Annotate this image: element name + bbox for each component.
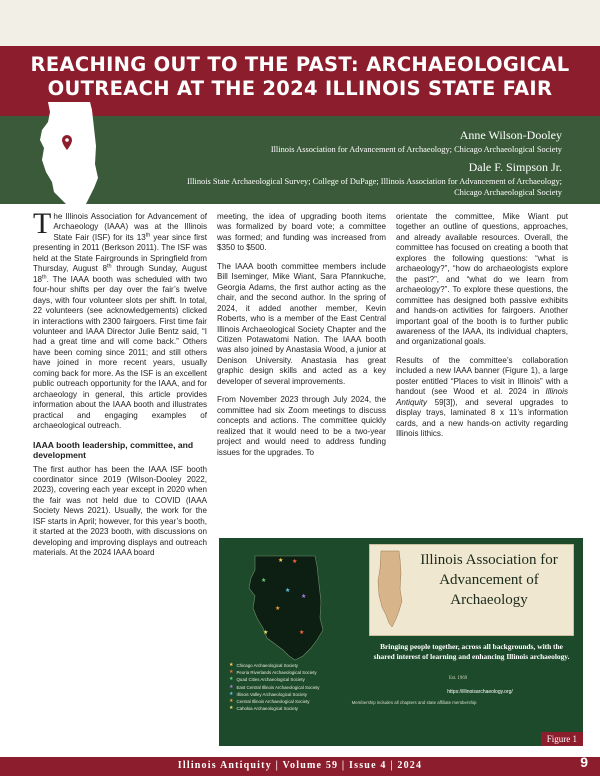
paragraph: From November 2023 through July 2024, the committee had six Zoom meetings to discuss concepts and actions. The committee quickly realized that it would need to be a two-year project and would need to address funding issues for the upgrades. To xyxy=(217,395,386,457)
column-1 xyxy=(33,207,208,567)
paragraph: orientate the committee, Mike Wiant put together an outline of questions, approaches, and already available resources. Overall, the committee has focused on creating a booth that explores the following questions: “what is archaeology?”, “how do archaeologists explore the past?”, and “what do we learn from archaeology?”. To explore these questions, the committee has designed both passive exhibits and hands-on activities for fairgoers. Another important goal of the booth is to further public awareness of the IAAA, its individual chapters, and organizational goals. xyxy=(396,212,568,347)
chapter-star-icon: ★ xyxy=(278,558,284,564)
paragraph: The first author has been the IAAA ISF booth coordinator since 2019 (Wilson-Dooley 2022, 2023), covering each year except in 2020 when the fair was not held due to COVID (IAAA Society News 2021). Usually, the work for the ISF starts in April; however, for this year’s booth, it started at the 2023 booth, with discussions on developing and improving displays and outreach materials. At the 2024 IAAA board xyxy=(33,464,207,558)
banner-tagline: Bringing people together, across all backgrounds, with the shared interest of learning and enhancing Illinois archaeology. xyxy=(373,642,570,661)
chapter-star-icon: ★ xyxy=(292,559,298,565)
author-affiliation: Illinois Association for Advancement of Archaeology; Chicago Archaeological Society xyxy=(270,145,562,154)
star-icon: ★ xyxy=(229,676,234,683)
paragraph: meeting, the idea of upgrading booth items was formalized by board vote; a committee was formed; and funding was increased from $350 to $500. xyxy=(217,212,386,253)
chapter-star-icon: ★ xyxy=(301,594,307,600)
author-name: Dale F. Simpson Jr. xyxy=(468,160,562,174)
figure-label: Figure 1 xyxy=(541,732,583,746)
footer-publication-info: Illinois Antiquity | Volume 59 | Issue 4 | 2024 xyxy=(177,760,423,771)
article-title: REACHING OUT TO THE PAST: ARCHAEOLOGICAL OUTREACH AT THE 2024 ILLINOIS STATE FAIR xyxy=(30,53,570,100)
column-2 xyxy=(217,212,386,466)
paragraph: The IAAA booth committee members include Bill Iseminger, Mike Wiant, Sara Pfannkuche, Georgia Adams, the first author acting as the chair, and the second author. In the spring of 2024, it added another member, Kevin Roberts, who is a member of the East Central Illinois Archaeological Society Chapter and the Citizen Potawatomi Nation. The IAAA booth was also joined by Anastasia Wood, a junior at Denison University. Anastasia has great graphic design skills and acted as a key developer of several improvements. xyxy=(217,261,386,386)
banner-title: Illinois Association for Advancement of Archaeology xyxy=(420,552,558,608)
legend-item: ★ Central Illinois Archaeological Society xyxy=(229,698,310,705)
star-icon: ★ xyxy=(229,690,234,697)
banner-title-panel xyxy=(369,544,574,636)
column-3 xyxy=(396,212,568,448)
chapter-star-icon: ★ xyxy=(263,630,269,636)
illinois-outline-icon xyxy=(376,549,404,631)
chapter-star-icon: ★ xyxy=(261,578,267,584)
author-block-2 xyxy=(162,160,562,198)
star-icon: ★ xyxy=(229,669,234,676)
author-name: Anne Wilson-Dooley xyxy=(459,128,562,142)
banner-footnote: Membership includes all chapters and state affiliate membership xyxy=(351,700,477,705)
journal-title: Illinois Antiquity xyxy=(396,387,568,407)
legend-item: ★ East Central Illinois Archaeological Society xyxy=(229,683,320,690)
figure-1 xyxy=(216,535,586,749)
intro-paragraph: The Illinois Association for Advancement of Archaeology (IAAA) was at the Illinois State Fair (ISF) for its 13th year since first presenting in 2011 (Berkson 2011). The ISF was held at the State Fairgrounds in Springfield from Thursday, August 8th through Sunday, August 18th. The IAAA booth was scheduled with two four-hour shifts per day over the fair’s twelve days, with four volunteer slots per shift. In total, 22 volunteers (see acknowledgements) clicked in interactions with 2300 fairgoers. First time fair volunteer and IAAA Director Julie Bentz said, “I had a great time and will come back.” Others have been coming since 2011; and still others have joined in more recent years, usually coming back for more. As the ISF is an excellent public outreach opportunity for the IAAA, and for archaeology in general, this article provides information about the IAAA booth and illustrates practical and engaging examples of archaeological outreach. xyxy=(33,207,208,431)
legend-item: ★ Illinois Valley Archaeological Society xyxy=(229,690,307,697)
chapter-star-icon: ★ xyxy=(285,588,291,594)
iaaa-banner-image xyxy=(219,538,583,746)
banner-url: https://illinoisarchaeology.org/ xyxy=(447,689,513,695)
top-band xyxy=(0,0,600,46)
star-icon: ★ xyxy=(229,683,234,690)
star-icon: ★ xyxy=(229,662,234,669)
established-year: Est. 1969 xyxy=(449,676,468,681)
chapter-map-icon xyxy=(237,552,333,662)
page-number: 9 xyxy=(580,754,588,770)
legend-item: ★ Cahokia Archaeological Society xyxy=(229,705,298,712)
chapter-star-icon: ★ xyxy=(299,630,305,636)
drop-cap: T xyxy=(33,207,52,240)
chapter-star-icon: ★ xyxy=(275,606,281,612)
legend-item: ★ Quad Cities Archaeological Society xyxy=(229,676,305,683)
star-icon: ★ xyxy=(229,705,234,712)
star-icon: ★ xyxy=(229,698,234,705)
legend-item: ★ Peoria Riverlands Archaeological Society xyxy=(229,669,317,676)
author-block-1 xyxy=(122,128,562,156)
paragraph: Results of the committee’s collaboration included a new IAAA banner (Figure 1), a large poster entitled “Places to visit in Illinois” with a handout (see Wood et al. 2024 in Illinois Antiquity 59[3]), and several upgrades to display trays, laminated 8 x 11’s information cards, and a new hands-on activity regarding Illinois lithics. xyxy=(396,355,568,439)
section-heading: IAAA booth leadership, committee, and development xyxy=(33,439,194,461)
legend-item: ★ Chicago Archaeological Society xyxy=(229,662,298,669)
illinois-map-icon xyxy=(36,100,102,218)
author-affiliation: Illinois State Archaeological Survey; College of DuPage; Illinois Association for Advancement of Archaeology; Chicago Archaeological Society xyxy=(187,177,562,197)
